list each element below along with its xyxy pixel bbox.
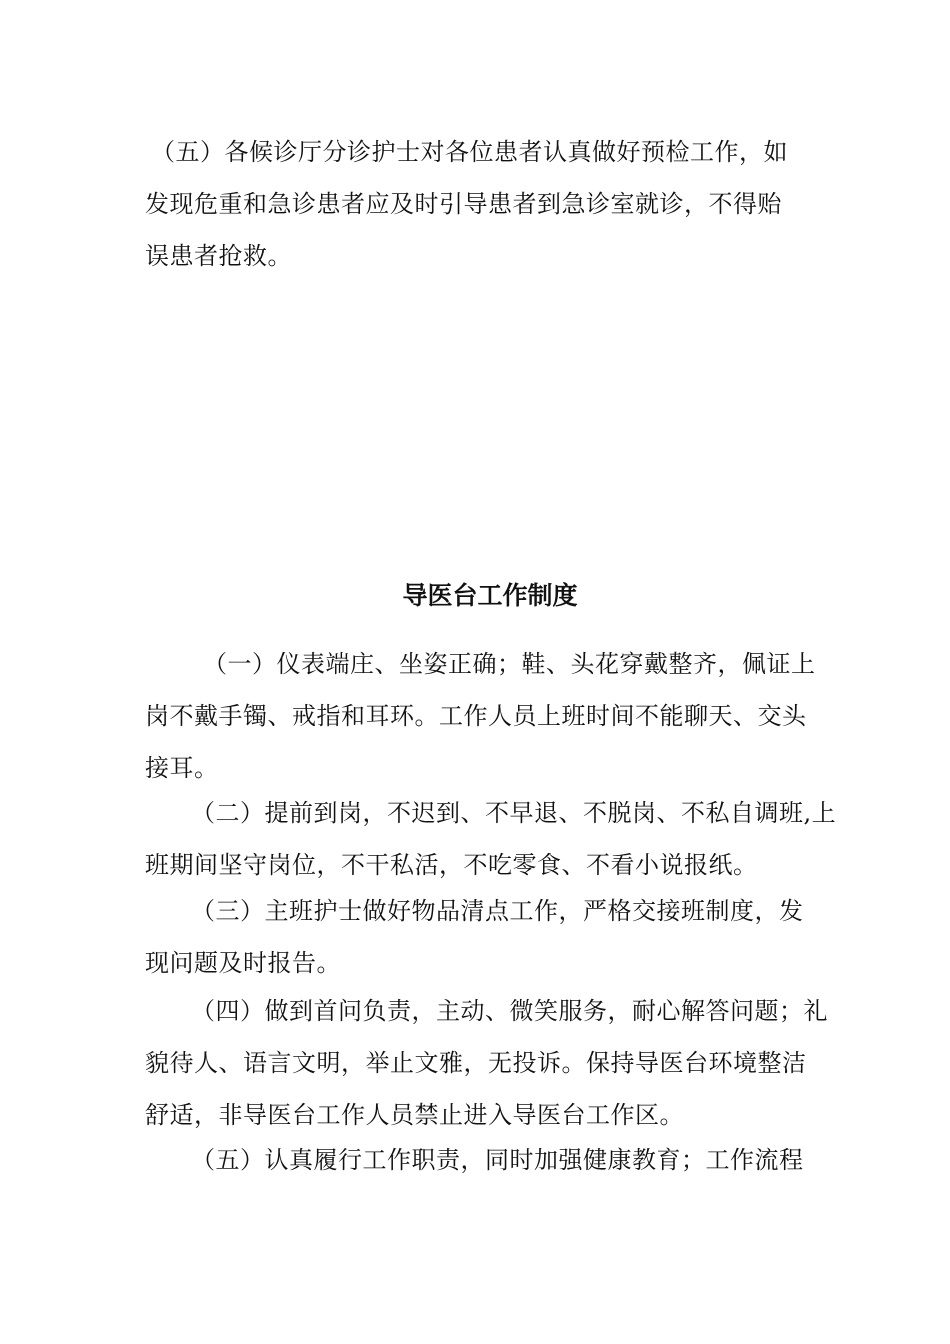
paragraph-line: 貌待人、语言文明，举止文雅，无投诉。保持导医台环境整洁 — [145, 1049, 807, 1077]
rule-paragraph-5 — [145, 1134, 815, 1186]
paragraph-line: （四）做到首问负责，主动、微笑服务，耐心解答问题；礼 — [191, 997, 828, 1025]
section-title: 导医台工作制度 — [402, 581, 578, 610]
paragraph-line: （一）仪表端庄、坐姿正确；鞋、头花穿戴整齐，佩证上 — [203, 650, 816, 678]
paragraph-line: 发现危重和急诊患者应及时引导患者到急诊室就诊，不得贻 — [145, 190, 782, 218]
rule-paragraph-1 — [145, 638, 815, 794]
rule-paragraph-4 — [145, 985, 828, 1141]
paragraph-line: （五）各候诊厅分诊护士对各位患者认真做好预检工作，如 — [151, 138, 788, 166]
paragraph-line: （二）提前到岗，不迟到、不早退、不脱岗、不私自调班,上 — [191, 799, 837, 827]
paragraph-line: 接耳。 — [145, 754, 219, 782]
paragraph-line: （五）认真履行工作职责，同时加强健康教育；工作流程 — [191, 1146, 804, 1174]
paragraph-line: 舒适，非导医台工作人员禁止进入导医台工作区。 — [145, 1101, 684, 1129]
paragraph-line: 班期间坚守岗位，不干私活，不吃零食、不看小说报纸。 — [145, 851, 758, 879]
paragraph-triage-nurse — [145, 126, 815, 282]
paragraph-line: 误患者抢救。 — [145, 242, 292, 270]
paragraph-line: 岗不戴手镯、戒指和耳环。工作人员上班时间不能聊天、交头 — [145, 702, 807, 730]
paragraph-line: 现问题及时报告。 — [145, 949, 341, 977]
rule-paragraph-2 — [145, 787, 837, 891]
rule-paragraph-3 — [145, 885, 815, 989]
paragraph-line: （三）主班护士做好物品清点工作，严格交接班制度，发 — [191, 897, 804, 925]
